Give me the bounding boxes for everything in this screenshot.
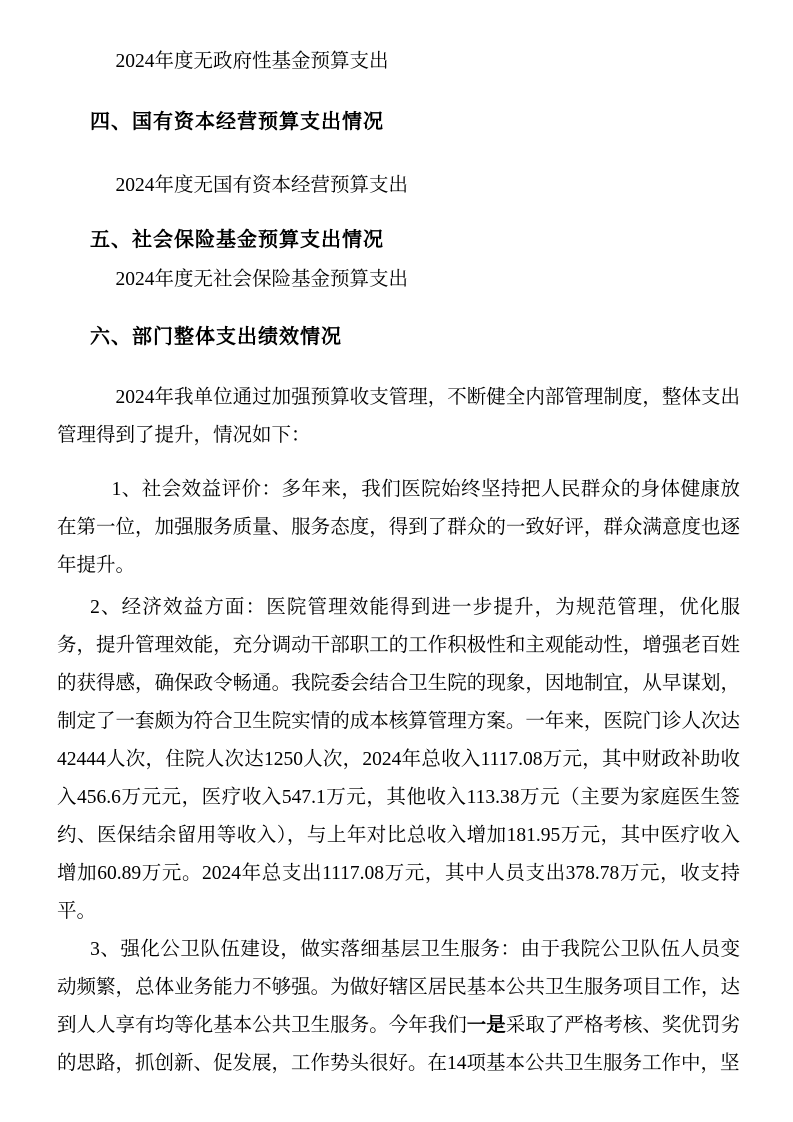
paragraph-social-benefit: 1、社会效益评价：多年来，我们医院始终坚持把人民群众的身体健康放在第一位，加强服务质量、服务态度，得到了群众的一致好评，群众满意度也逐年提升。 — [57, 479, 740, 576]
paragraph-public-health — [57, 931, 740, 1083]
paragraph-public-health-seg1: 3、强化公卫队伍建设，做实落细基层卫生服务：由于我院公卫队伍人员变动频繁，总体业务能力不够强。为做好辖区居民基本公共卫生服务项目工作，达到人人享有均等化基本公共卫生服务。今年我们 — [57, 939, 740, 1036]
note-no-gov-fund: 2024年度无政府性基金预算支出 — [115, 51, 389, 72]
paragraph-public-health-bold: 一是 — [466, 1015, 506, 1036]
note-no-social-insurance: 2024年度无社会保险基金预算支出 — [115, 269, 409, 290]
paragraph-intro: 2024年我单位通过加强预算收支管理，不断健全内部管理制度，整体支出管理得到了提升，情况如下： — [57, 387, 740, 446]
paragraph-economic-benefit: 2、经济效益方面：医院管理效能得到进一步提升，为规范管理，优化服务，提升管理效能，充分调动干部职工的工作积极性和主观能动性，增强老百姓的获得感，确保政令畅通。我院委会结合卫生院的现象，因地制宜，从早谋划，制定了一套颇为符合卫生院实情的成本核算管理方案。一年来，医院门诊人次达42444人次，住院人次达1250人次，2024年总收入1117.08万元，其中财政补助收入456.6万元元，医疗收入547.1万元，其他收入113.38万元（主要为家庭医生签约、医保结余留用等收入），与上年对比总收入增加181.95万元，其中医疗收入增加60.89万元。2024年总支出1117.08万元，其中人员支出378.78万元，收支持平。 — [57, 597, 740, 922]
heading-section-five: 五、社会保险基金预算支出情况 — [90, 229, 384, 251]
paragraph-public-health-seg2: 采取了严格考核、奖优罚劣的思路，抓创新、促发展，工作势头很好。在14项基本公共卫生服务工作中，坚 — [57, 1015, 740, 1074]
note-no-state-capital: 2024年度无国有资本经营预算支出 — [115, 175, 409, 196]
heading-section-six: 六、部门整体支出绩效情况 — [90, 326, 342, 348]
heading-section-four: 四、国有资本经营预算支出情况 — [90, 111, 384, 133]
